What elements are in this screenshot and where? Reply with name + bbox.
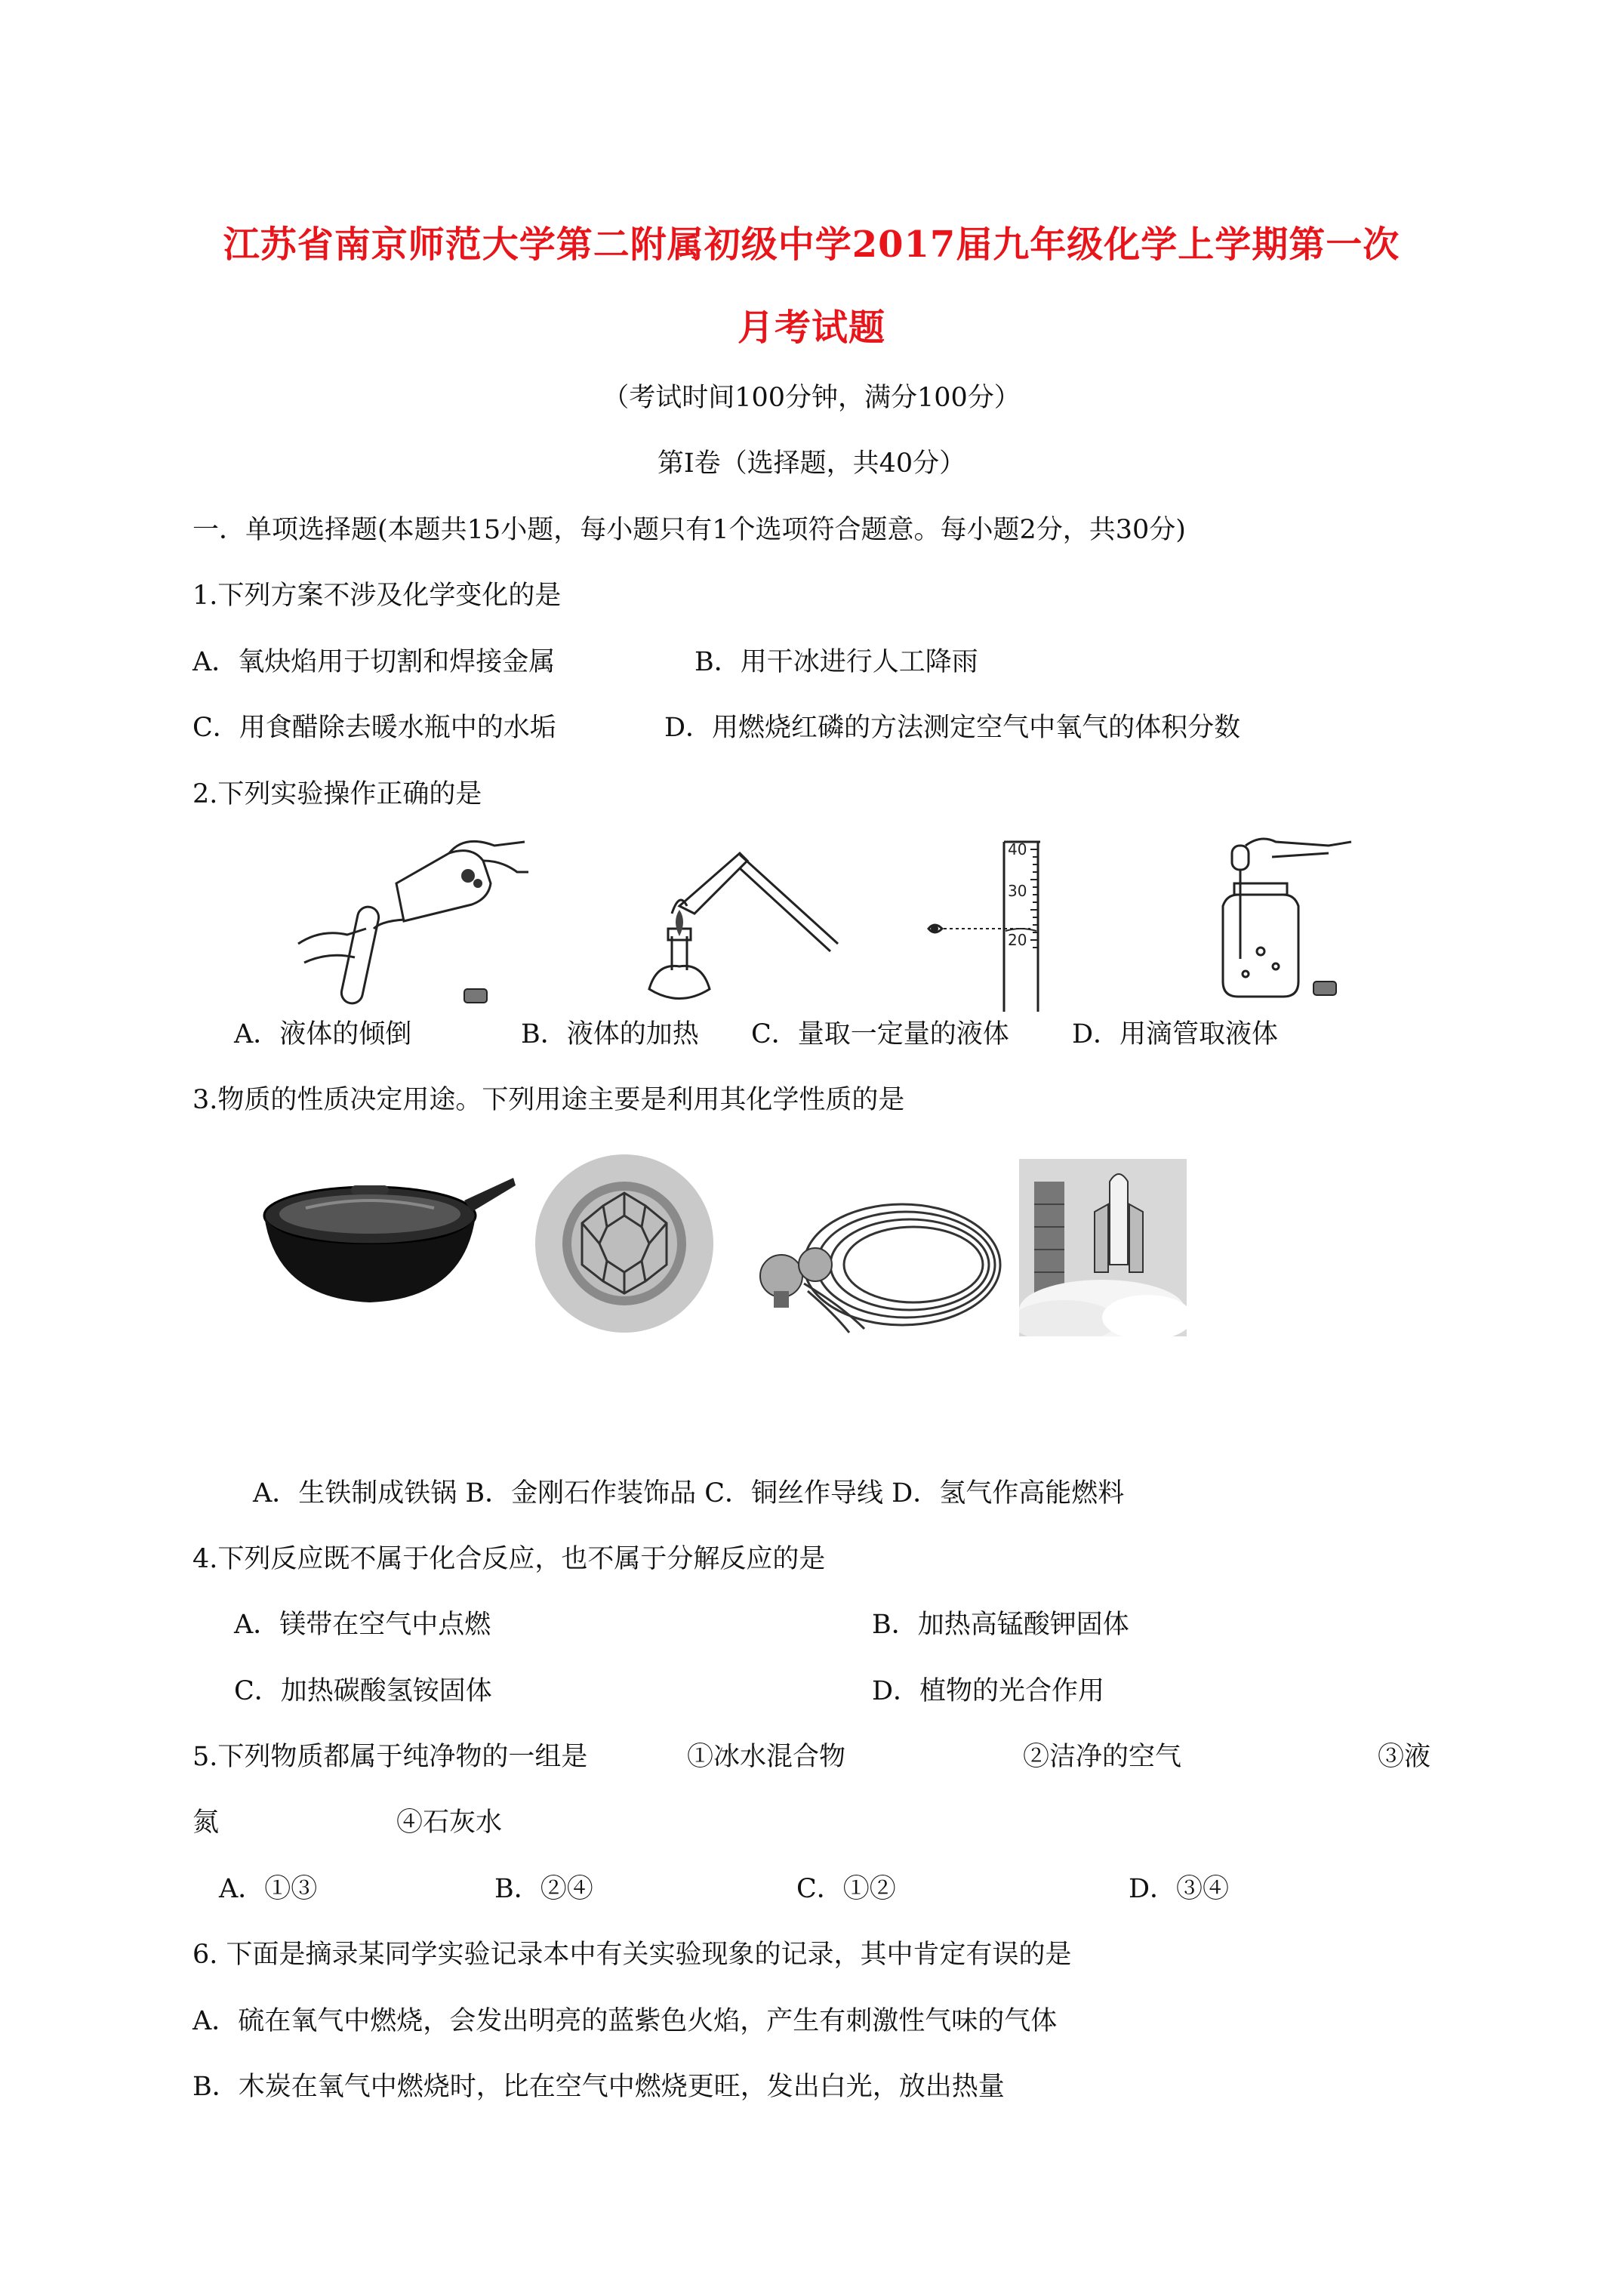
q4-stem: 4.下列反应既不属于化合反应，也不属于分解反应的是 <box>192 1544 826 1574</box>
heat-liquid-illustration <box>627 838 845 1012</box>
copper-wire-photo <box>751 1193 1008 1336</box>
q4-option-b: B．加热高锰酸钾固体 <box>872 1610 1129 1640</box>
q5-item-3a: ③液 <box>1378 1742 1431 1772</box>
q5-option-c: C．①② <box>796 1874 896 1904</box>
q2-option-d: D．用滴管取液体 <box>1072 1019 1279 1049</box>
q2-option-a: A．液体的倾倒 <box>234 1019 412 1049</box>
q4-option-a: A．镁带在空气中点燃 <box>234 1610 491 1640</box>
exam-title-line2: 月考试题 <box>737 307 885 349</box>
pour-liquid-illustration <box>291 838 532 1012</box>
q5-stem: 5.下列物质都属于纯净物的一组是 <box>192 1742 588 1772</box>
q5-item-1: ①冰水混合物 <box>687 1742 846 1772</box>
q5-option-a: A．①③ <box>219 1874 318 1904</box>
diamond-photo <box>532 1151 717 1336</box>
cylinder-tick-30: 30 <box>1008 882 1027 900</box>
q5-item-2: ②洁净的空气 <box>1023 1742 1182 1772</box>
q5-item-4: ④石灰水 <box>396 1808 503 1838</box>
q5-option-d: D．③④ <box>1129 1874 1230 1904</box>
part1-heading: 一．单项选择题(本题共15小题，每小题只有1个选项符合题意。每小题2分，共30分) <box>192 515 1186 545</box>
section-title: 第Ⅰ卷（选择题，共40分） <box>657 448 966 479</box>
q4-option-c: C．加热碳酸氢铵固体 <box>234 1676 492 1706</box>
q1-option-a: A．氧炔焰用于切割和焊接金属 <box>192 647 556 677</box>
q3-stem: 3.物质的性质决定用途。下列用途主要是利用其化学性质的是 <box>192 1085 905 1115</box>
q4-option-d: D．植物的光合作用 <box>872 1676 1105 1706</box>
rocket-launch-photo <box>1019 1159 1187 1336</box>
exam-title-line1: 江苏省南京师范大学第二附属初级中学2017届九年级化学上学期第一次 <box>223 223 1400 266</box>
q1-stem: 1.下列方案不涉及化学变化的是 <box>192 581 562 611</box>
q3-options: A．生铁制成铁锅 B．金刚石作装饰品 C．铜丝作导线 D．氢气作高能燃料 <box>253 1478 1125 1509</box>
q5-item-3b: 氮 <box>192 1808 220 1838</box>
q1-option-c: C．用食醋除去暖水瓶中的水垢 <box>192 713 556 743</box>
cylinder-tick-40: 40 <box>1008 840 1027 858</box>
q2-stem: 2.下列实验操作正确的是 <box>192 779 482 809</box>
graduated-cylinder-illustration <box>906 834 1079 1015</box>
q1-option-b: B．用干冰进行人工降雨 <box>694 647 978 677</box>
iron-wok-photo <box>260 1155 517 1329</box>
q5-option-b: B．②④ <box>494 1874 593 1904</box>
q2-option-c: C．量取一定量的液体 <box>751 1019 1009 1049</box>
q6-option-a: A．硫在氧气中燃烧，会发出明亮的蓝紫色火焰，产生有刺激性气味的气体 <box>192 2006 1058 2036</box>
q6-option-b: B．木炭在氧气中燃烧时，比在空气中燃烧更旺，发出白光，放出热量 <box>192 2072 1005 2102</box>
exam-info: （考试时间100分钟，满分100分） <box>602 383 1021 413</box>
q2-option-b: B．液体的加热 <box>521 1019 699 1049</box>
dropper-illustration <box>1200 831 1359 1012</box>
cylinder-tick-20: 20 <box>1008 931 1027 949</box>
q6-stem: 6. 下面是摘录某同学实验记录本中有关实验现象的记录，其中肯定有误的是 <box>192 1940 1072 1970</box>
q1-option-d: D．用燃烧红磷的方法测定空气中氧气的体积分数 <box>664 713 1241 743</box>
